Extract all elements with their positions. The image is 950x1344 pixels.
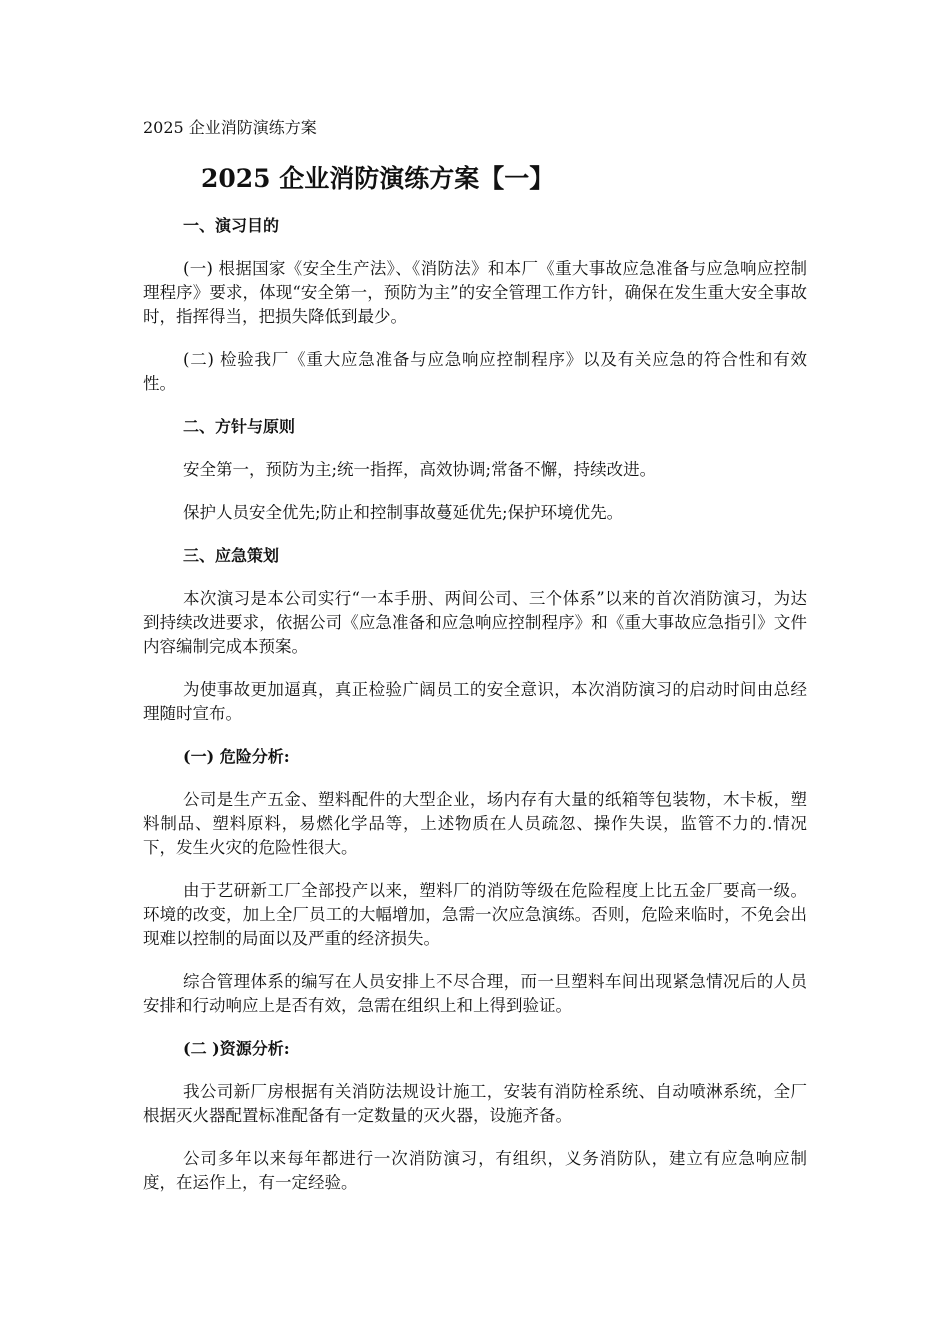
paragraph: 为使事故更加逼真，真正检验广阔员工的安全意识，本次消防演习的启动时间由总经理随时宣布。	[143, 680, 807, 723]
paragraph: (二) 检验我厂《重大应急准备与应急响应控制程序》以及有关应急的符合性和有效性。	[143, 350, 807, 393]
paragraph: 公司多年以来每年都进行一次消防演习，有组织，义务消防队，建立有应急响应制度，在运作上，有一定经验。	[143, 1149, 807, 1192]
paragraph: 保护人员安全优先;防止和控制事故蔓延优先;保护环境优先。	[183, 503, 624, 522]
paragraph: (一) 根据国家《安全生产法》、《消防法》和本厂《重大事故应急准备与应急响应控制理程序》要求，体现“安全第一，预防为主”的安全管理工作方针，确保在发生重大安全事故时，指挥得当，把损失降低到最少。	[143, 259, 807, 326]
section-heading: 一、演习目的	[183, 216, 280, 235]
subsection-heading: (一) 危险分析:	[183, 747, 290, 766]
section-heading: 二、方针与原则	[183, 417, 296, 436]
section-heading: 三、应急策划	[183, 546, 280, 565]
document-title: 2025 企业消防演练方案【一】	[201, 164, 555, 193]
paragraph: 本次演习是本公司实行“一本手册、两间公司、三个体系”以来的首次消防演习，为达到持续改进要求，依据公司《应急准备和应急响应控制程序》和《重大事故应急指引》文件内容编制完成本预案。	[143, 589, 807, 656]
paragraph: 我公司新厂房根据有关消防法规设计施工，安装有消防栓系统、自动喷淋系统，全厂根据灭火器配置标准配备有一定数量的灭火器，设施齐备。	[143, 1082, 807, 1125]
document-header: 2025 企业消防演练方案	[143, 118, 317, 137]
paragraph: 安全第一，预防为主;统一指挥，高效协调;常备不懈，持续改进。	[183, 460, 657, 479]
paragraph: 综合管理体系的编写在人员安排上不尽合理，而一旦塑料车间出现紧急情况后的人员安排和行动响应上是否有效，急需在组织上和上得到验证。	[143, 972, 807, 1015]
paragraph: 公司是生产五金、塑料配件的大型企业，场内存有大量的纸箱等包装物，木卡板，塑料制品、塑料原料，易燃化学品等，上述物质在人员疏忽、操作失误，监管不力的.情况下，发生火灾的危险性很大。	[143, 790, 807, 857]
paragraph: 由于艺研新工厂全部投产以来，塑料厂的消防等级在危险程度上比五金厂要高一级。环境的改变，加上全厂员工的大幅增加，急需一次应急演练。否则，危险来临时，不免会出现难以控制的局面以及严重的经济损失。	[143, 881, 807, 948]
subsection-heading: (二 )资源分析:	[183, 1039, 290, 1058]
document-body	[143, 214, 807, 1214]
